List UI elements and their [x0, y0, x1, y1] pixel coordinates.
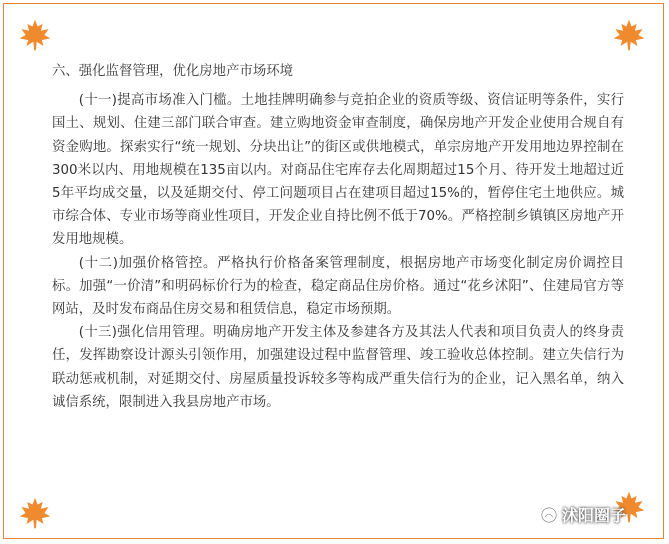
watermark-text: 沭阳圈子 — [562, 506, 627, 525]
paragraph-market-access: (十一)提高市场准入门槛。土地挂牌明确参与竞拍企业的资质等级、资信证明等条件，实行国土、规划、住建三部门联合审查。建立购地资金审查制度，确保房地产开发企业使用合规自有资金购地。探索实行“统一规划、分块出让”的街区或供地模式，单宗房地产开发用地边界控制在300米以内、用地规模在135亩以内。对商品住宅库存去化周期超过15个月、待开发土地超过近5年平均成交量，以及延期交付、停工问题项目占在建项目超过15%的，暂停住宅土地供应。城市综合体、专业市场等商业性项目，开发企业自持比例不低于70%。严格控制乡镇镇区房地产开发用地规模。 — [52, 93, 624, 248]
maple-leaf-icon — [18, 18, 52, 52]
article-body — [52, 60, 624, 414]
section-heading: 六、强化监督管理，优化房地产市场环境 — [52, 64, 294, 79]
maple-leaf-icon — [18, 496, 52, 530]
wechat-account-icon — [540, 506, 558, 524]
paragraph-price-control: (十二)加强价格管控。严格执行价格备案管理制度，根据房地产市场变化制定房价调控目标。加强“一价清”和明码标价行为的检查，稳定商品住房价格。通过“花乡沭阳”、住建局官方等网站，及时发布商品住房交易和租赁信息，稳定市场预期。 — [52, 255, 624, 318]
maple-leaf-icon — [612, 18, 646, 52]
paragraph-credit-management: (十三)强化信用管理。明确房地产开发主体及参建各方及其法人代表和项目负责人的终身责任，发挥勘察设计源头引领作用，加强建设过程中监督管理、竣工验收总体控制。建立失信行为联动惩戒机制，对延期交付、房屋质量投诉较多等构成严重失信行为的企业，记入黑名单，纳入诚信系统，限制进入我县房地产市场。 — [52, 325, 624, 410]
watermark — [540, 503, 626, 526]
